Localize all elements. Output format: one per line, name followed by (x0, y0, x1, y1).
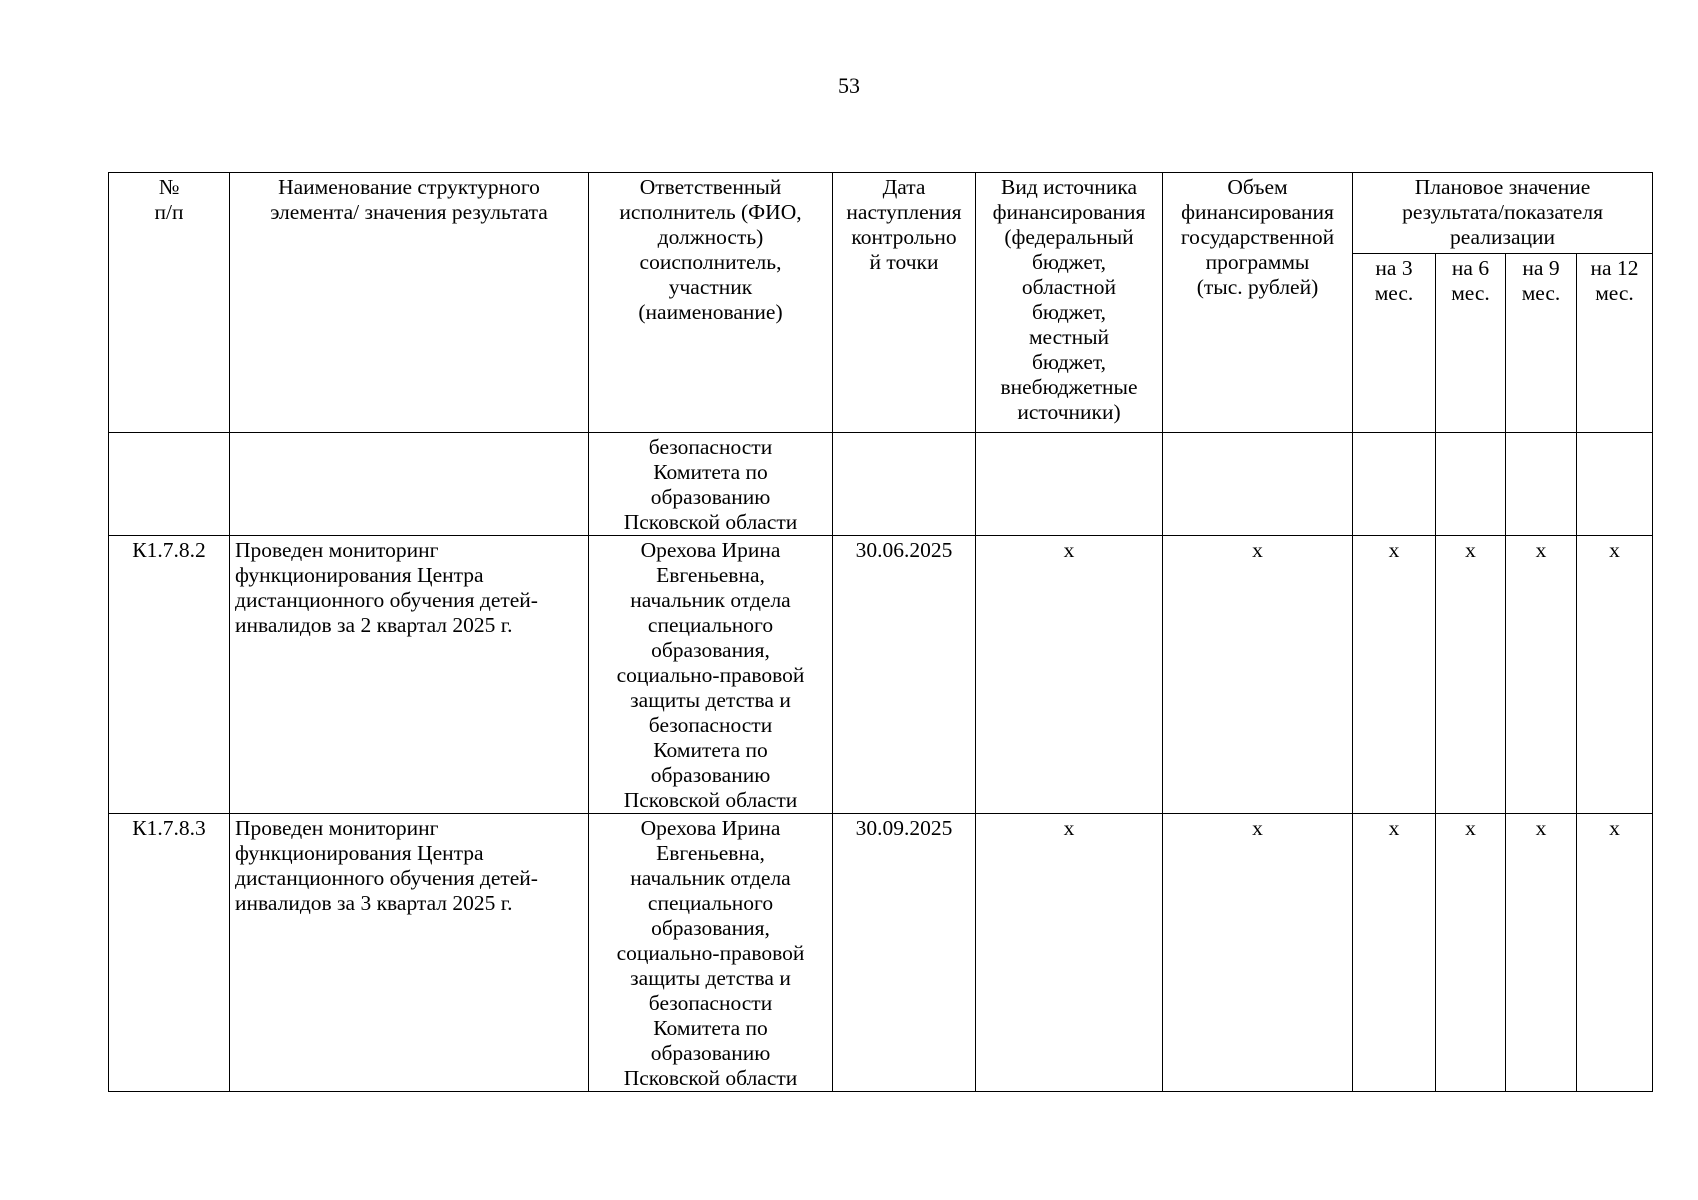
cell-source: х (976, 814, 1163, 1092)
header-name: Наименование структурного элемента/ значения результата (230, 173, 589, 433)
cell-date: 30.06.2025 (833, 536, 976, 814)
cell-volume: х (1163, 536, 1353, 814)
header-plan: Плановое значение результата/показателя реализации (1353, 173, 1653, 254)
header-volume: Объем финансирования государственной программы (тыс. рублей) (1163, 173, 1353, 433)
cell-plan-12-months: х (1577, 536, 1653, 814)
cell-num: К1.7.8.2 (109, 536, 230, 814)
cell-executor: Орехова Ирина Евгеньевна, начальник отдела специального образования, социально-правовой защиты детства и безопасности Комитета по образованию Псковской области (589, 536, 833, 814)
cell-plan-12-months: х (1577, 814, 1653, 1092)
table-row-continuation (109, 433, 1653, 536)
cell-volume: х (1163, 814, 1353, 1092)
cell-date: 30.09.2025 (833, 814, 976, 1092)
table-row (109, 814, 1653, 1092)
header-plan-3-months: на 3 мес. (1353, 254, 1436, 433)
header-date: Дата наступления контрольно й точки (833, 173, 976, 433)
cell-executor: Орехова Ирина Евгеньевна, начальник отдела специального образования, социально-правовой защиты детства и безопасности Комитета по образованию Псковской области (589, 814, 833, 1092)
cell-source (976, 433, 1163, 536)
cell-date (833, 433, 976, 536)
cell-source: х (976, 536, 1163, 814)
header-executor: Ответственный исполнитель (ФИО, должность) соисполнитель, участник (наименование) (589, 173, 833, 433)
cell-plan-9-months (1506, 433, 1577, 536)
cell-plan-3-months: х (1353, 536, 1436, 814)
table-header (109, 173, 1653, 433)
header-num: № п/п (109, 173, 230, 433)
header-plan-9-months: на 9 мес. (1506, 254, 1577, 433)
cell-plan-9-months: х (1506, 536, 1577, 814)
cell-plan-12-months (1577, 433, 1653, 536)
page-number: 53 (838, 73, 860, 98)
cell-name (230, 433, 589, 536)
cell-executor: безопасности Комитета по образованию Псковской области (589, 433, 833, 536)
cell-volume (1163, 433, 1353, 536)
cell-plan-3-months: х (1353, 814, 1436, 1092)
cell-plan-6-months: х (1436, 814, 1506, 1092)
header-plan-6-months: на 6 мес. (1436, 254, 1506, 433)
cell-plan-3-months (1353, 433, 1436, 536)
cell-num: К1.7.8.3 (109, 814, 230, 1092)
plan-table (108, 172, 1653, 1092)
cell-name: Проведен мониторинг функционирования Центра дистанционного обучения детей- инвалидов за 2 квартал 2025 г. (230, 536, 589, 814)
cell-num (109, 433, 230, 536)
cell-plan-6-months: х (1436, 536, 1506, 814)
table-row (109, 536, 1653, 814)
header-source: Вид источника финансирования (федеральный бюджет, областной бюджет, местный бюджет, внебюджетные источники) (976, 173, 1163, 433)
cell-plan-9-months: х (1506, 814, 1577, 1092)
cell-name: Проведен мониторинг функционирования Центра дистанционного обучения детей- инвалидов за 3 квартал 2025 г. (230, 814, 589, 1092)
header-plan-12-months: на 12 мес. (1577, 254, 1653, 433)
cell-plan-6-months (1436, 433, 1506, 536)
